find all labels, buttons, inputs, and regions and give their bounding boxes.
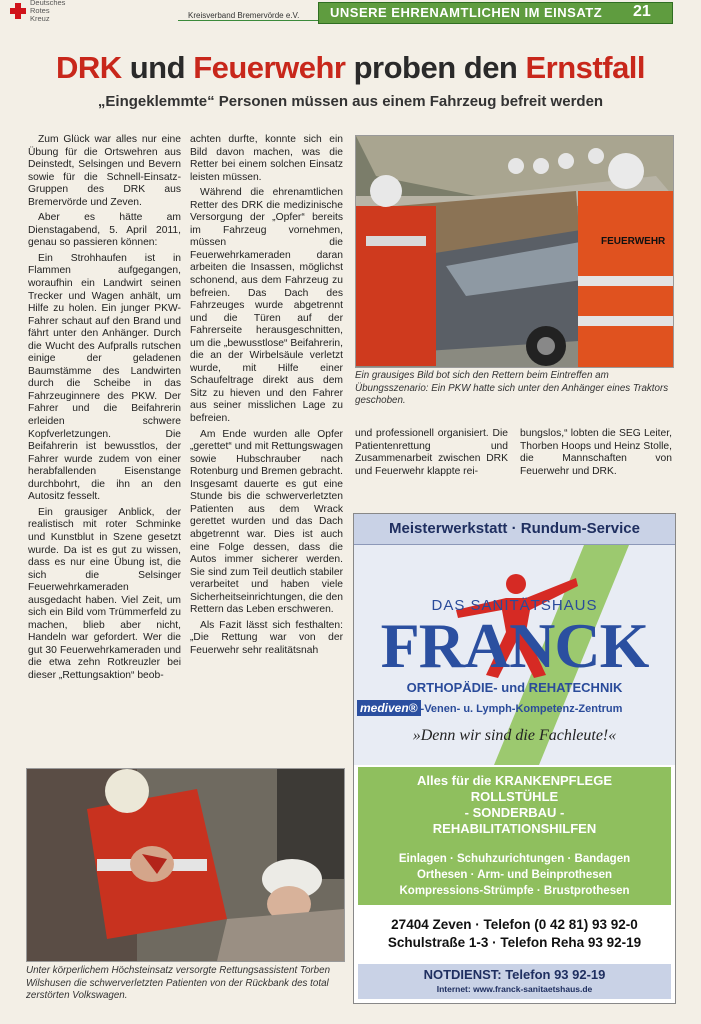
paragraph: Als Fazit lässt sich festhalten: „Die Rettung war von der Feuerwehr sehr realitätsnah	[190, 619, 343, 656]
photo-caption-2: Unter körperlichem Höchsteinsatz versorgte Rettungsassistent Torben Wilshusen die schwerverletzten Patienten von der Rückbank des total zerstörten Volkswagen.	[26, 965, 331, 1001]
subheadline: „Eingeklemmte“ Personen müssen aus einem Fahrzeug befreit werden	[97, 93, 604, 110]
header-divider	[178, 20, 318, 21]
headline-word: DRK	[55, 50, 122, 85]
paragraph: Zum Glück war alles nur eine Übung für die Ortswehren aus Deinstedt, Selsingen und Bevern sowie für die Schnell-Einsatz-Gruppen des DRK aus Bremervörde und Zeven.	[28, 134, 181, 208]
section-title: UNSERE EHRENAMTLICHEN IM EINSATZ	[330, 5, 603, 20]
photo-rescue-scene	[355, 135, 674, 368]
headline-word: proben den	[353, 50, 518, 85]
mediven-text: -Venen- u. Lymph-Kompetenz-Zentrum	[420, 703, 623, 715]
kreisverband-label: Kreisverband Bremervörde e.V.	[188, 11, 300, 20]
service-line: Orthesen · Arm- und Beinprothesen	[416, 869, 613, 881]
photo-caption-1: Ein grausiges Bild bot sich den Rettern beim Eintreffen am Übungsszenario: Ein PKW hatte sich unter den Anhänger eines Traktors geschoben.	[355, 370, 669, 406]
headline-word: Feuerwehr	[193, 50, 346, 85]
paragraph: Während die ehrenamtlichen Retter des DRK die medizinische Versorgung der „Opfer“ bereits im Fahrzeug vornehmen, müssen die Feuerwehrkameraden daran arbeiten die Insassen, möglichst schonend, aus dem Fahrzeug zu befreien. Das Dach des Fahrzeuges wurde abgetrennt und die Türen auf der Fahrerseite herausgeschnitten, um die „bewusstlose“ Beifahrerin, die an der Wirbelsäule verletzt wurde, mit Hilfe einer Schaufeltrage direkt aus dem Sitz zu hieven und den Fahrer aus seiner misslichen Lage zu befreien.	[190, 187, 343, 425]
paragraph: Ein grausiger Anblick, der realistisch mit roter Schminke und Kunstblut in Szene gesetzt wurde. Da ist es gut zu wissen, dass es nur eine Übung ist, die sich die Selsinger Feuerwehrkameraden ausgedacht haben. Viel Zeit, um sich ein Bild vom Trümmerfeld zu machen, blieb aber nicht, Handeln war gefordert. Wer die gut 30 Feuerwehrkameraden und die etwa zehn Rotkreuzler bei dieser „Rettungsaktion“ beob-	[28, 506, 181, 681]
paragraph: und professionell organisiert. Die Patientenrettung und Zusammenarbeit zwischen DRK und Feuerwehr klappte rei-	[355, 428, 508, 477]
page-header	[0, 0, 701, 24]
article-column-4	[520, 428, 672, 481]
ad-services-box	[358, 767, 671, 905]
website-link[interactable]: Internet: www.franck-sanitaetshaus.de	[436, 984, 593, 994]
paragraph: Aber es hätte am Dienstagabend, 5. April 2011, genau so passieren können:	[28, 212, 181, 249]
mediven-row	[357, 699, 622, 717]
ad-address-line: Schulstraße 1-3 · Telefon Reha 93 92-19	[387, 935, 642, 950]
service-line: Alles für die KRANKENPFLEGE	[416, 773, 613, 788]
photo-paramedic-image	[27, 769, 344, 961]
paragraph: Ein Strohhaufen ist in Flammen aufgegangen, woraufhin ein Landwirt seinen Trecker und Wagen anhält, um Hilfe zu holen. Ein junger PKW-Fahrer schaut auf den Brand und fährt unter den Anhänger. Durch die Wucht des Aufpralls rutschen einige der geladenen Baumstämme des Landwirten durch die Scheibe in das Fahrzeuginnere des PKW. Der Fahrer und die Beifahrerin erleiden schwere Kopfverletzungen. Die Beifahrerin ist bewusstlos, der Fahrer wurde zudem von einer herabfallenden Eisenstange durchbohrt, die ihn an den Autositz fesselt.	[28, 252, 181, 503]
franck-brand: FRANCK	[380, 610, 649, 681]
page-number: 21	[633, 3, 651, 20]
logo-line: Rotes	[30, 6, 50, 15]
ortho-label: ORTHOPÄDIE- und REHATECHNIK	[406, 680, 623, 695]
headline-word: und	[129, 50, 186, 85]
article-column-3	[355, 428, 508, 481]
paragraph: achten durfte, konnte sich ein Bild davon machen, was die Retter bei einem solchen Einsatz leisten müssen.	[190, 134, 343, 183]
logo-line: Deutsches	[30, 0, 66, 7]
red-cross-icon	[10, 3, 26, 19]
service-line: ROLLSTÜHLE	[470, 789, 559, 804]
paragraph: Am Ende wurden alle Opfer „gerettet“ und mit Rettungswagen sowie Hubschrauber nach Rotenburg und Bremen gebracht. Insgesamt dauerte es gut eine Stunde bis die schwerverletzten Patienten aus dem Wrack gerettet wurden und das Dach abgetrennt war. Dies ist auch eine Folge dessen, dass die Autos immer sicherer werden. Sie sind zum Teil deutlich stabiler verarbeitet und haben viele Sicherheitseinrichtungen, die den Rettern das Leben erschweren.	[190, 428, 343, 616]
service-line: Einlagen · Schuhzurichtungen · Bandagen	[398, 853, 631, 865]
photo-paramedic	[26, 768, 345, 962]
mediven-badge: mediven®	[357, 700, 421, 716]
article-column-2	[190, 134, 343, 660]
ad-header-text: Meisterwerkstatt · Rundum-Service	[389, 520, 640, 537]
notdienst-line: NOTDIENST: Telefon 93 92-19	[423, 967, 606, 982]
franck-advertisement	[353, 513, 676, 1004]
service-line: Kompressions-Strümpfe · Brustprothesen	[399, 885, 630, 897]
drk-logo-text	[30, 0, 65, 23]
headline-word: Ernstfall	[525, 50, 646, 85]
service-line: REHABILITATIONSHILFEN	[432, 821, 597, 836]
ad-slogan: »Denn wir sind die Fachleute!«	[412, 727, 617, 744]
article-column-1	[28, 134, 181, 686]
ad-address-line: 27404 Zeven · Telefon (0 42 81) 93 92-0	[391, 917, 638, 932]
feuerwehr-label: FEUERWEHR	[601, 236, 666, 247]
ad-footer-band	[358, 964, 671, 999]
logo-line: Kreuz	[30, 14, 50, 23]
sanitaetshaus-label: DAS SANITÄTSHAUS	[431, 597, 598, 614]
service-line: - SONDERBAU -	[464, 805, 565, 820]
headline	[0, 50, 701, 86]
photo-rescue-scene-image	[356, 136, 673, 367]
paragraph: bungslos,“ lobten die SEG Leiter, Thorben Hoops und Heinz Stolle, die Mannschaften von Feuerwehr und DRK.	[520, 428, 672, 477]
